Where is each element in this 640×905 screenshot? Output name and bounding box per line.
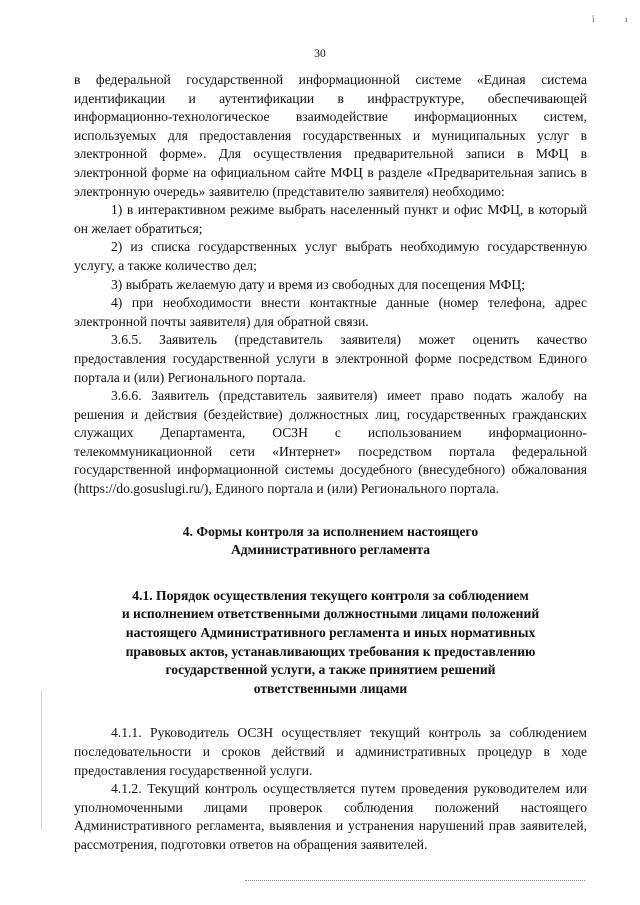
section-4-1-heading-line: настоящего Административного регламента и иных нормативных [125,625,536,641]
section-4-1-heading-line: правовых актов, устанавливающих требования к предоставлению [125,643,536,659]
section-4-heading [74,523,587,560]
corner-mark-right: ı [625,14,628,24]
section-4-1-heading-line: и исполнением ответственными должностными лицами положений [121,606,540,622]
scan-edge-line [41,690,42,830]
section-4-1-heading [74,587,587,699]
page-number: 30 [314,48,326,60]
footer-divider [245,880,585,881]
paragraph-4-1-1: 4.1.1. Руководитель ОСЗН осуществляет текущий контроль за соблюдением последовательности и сроков действий и административных процедур в ходе предоставления государственной услуги. [74,725,587,778]
paragraph-3-6-5: 3.6.5. Заявитель (представитель заявителя) может оценить качество предоставления государственной услуги в электронной форме посредством Единого портала и (или) Регионального портала. [74,332,587,385]
list-item-1: 1) в интерактивном режиме выбрать населенный пункт и офис МФЦ, в который он желает обратиться; [74,202,587,236]
paragraph-continuation: в федеральной государственной информационной системе «Единая система идентификации и аутентификации в инфраструктуре, обеспечивающей информационно-технологическое взаимодействие информационных систем, используемых для предоставления государственных и муниципальных услуг в электронной форме». Для осуществления предварительной записи в МФЦ в электронной форме на официальном сайте МФЦ в разделе «Предварительная запись в электронную очередь» заявителю (представителю заявителя) необходимо: [74,72,587,199]
document-body [74,71,587,855]
paragraph-3-6-6: 3.6.6. Заявитель (представитель заявителя) имеет право подать жалобу на решения и действия (бездействие) должностных лиц, государственных гражданских служащих Департамента, ОСЗН с использованием информационно-телекоммуникационной сети «Интернет» посредством портала федеральной государственной информационной системы досудебного (внесудебного) обжалования (https://do.gosuslugi.ru/), Единого портала и (или) Регионального портала. [74,388,587,497]
section-4-1-heading-line: государственной услуги, а также принятием решений [165,662,496,678]
list-item-4: 4) при необходимости внести контактные данные (номер телефона, адрес электронной почты заявителя) для обратной связи. [74,295,587,329]
list-item-3: 3) выбрать желаемую дату и время из свободных для посещения МФЦ; [111,276,525,292]
section-4-heading-line: 4. Формы контроля за исполнением настоящего [182,523,479,539]
section-4-1-heading-line: ответственными лицами [253,680,408,696]
section-4-heading-line: Административного регламента [230,542,431,558]
section-4-1-heading-line: 4.1. Порядок осуществления текущего контроля за соблюдением [132,587,529,603]
corner-mark-left: ï [592,14,595,24]
list-item-2: 2) из списка государственных услуг выбрать необходимую государственную услугу, а также количество дел; [74,239,587,273]
paragraph-4-1-2: 4.1.2. Текущий контроль осуществляется путем проведения руководителем или уполномоченными лицами проверок соблюдения положений настоящего Административного регламента, выявления и устранения нарушений прав заявителей, рассмотрения, подготовки ответов на обращения заявителей. [74,781,587,852]
